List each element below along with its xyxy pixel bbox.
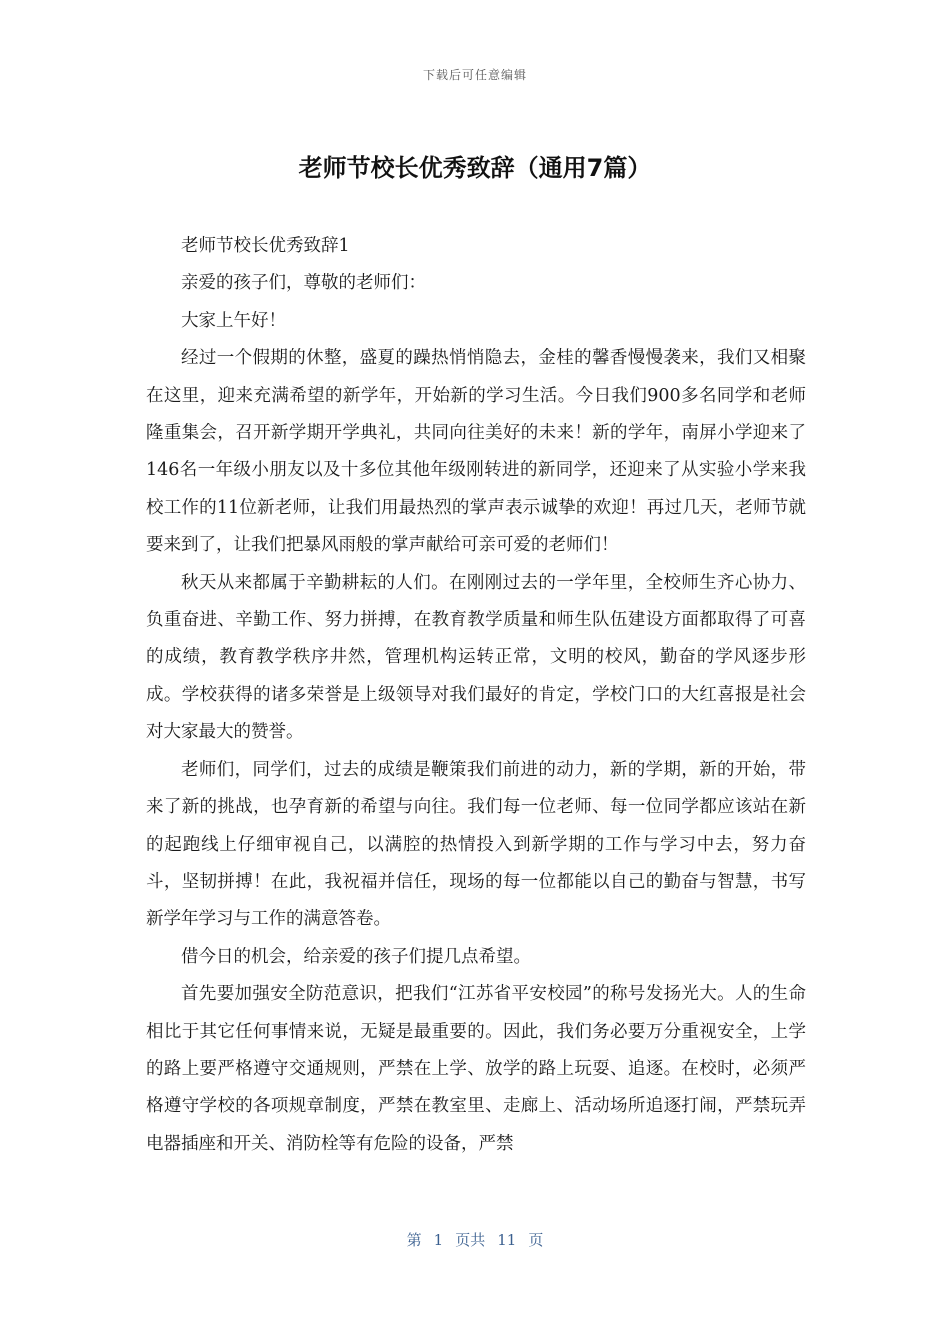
greeting: 大家上午好！ xyxy=(181,310,286,331)
document-body xyxy=(146,228,806,1163)
page-number: 1 xyxy=(433,1231,444,1249)
page-footer xyxy=(0,1229,950,1250)
body-paragraph: 首先要加强安全防范意识，把我们“江苏省平安校园”的称号发扬光大。人的生命相比于其它任何事情来说，无疑是最重要的。因此，我们务必要万分重视安全，上学的路上要严格遵守交通规则，严禁在上学、放学的路上玩耍、追逐。在校时，必须严格遵守学校的各项规章制度，严禁在教室里、走廊上、活动场所追逐打闹，严禁玩弄电器插座和开关、消防栓等有危险的设备，严禁 xyxy=(146,984,806,1154)
body-paragraph: 秋天从来都属于辛勤耕耘的人们。在刚刚过去的一学年里，全校师生齐心协力、负重奋进、辛勤工作、努力拼搏，在教育教学质量和师生队伍建设方面都取得了可喜的成绩，教育教学秩序井然，管理机构运转正常，文明的校风，勤奋的学风逐步形成。学校获得的诸多荣誉是上级领导对我们最好的肯定，学校门口的大红喜报是社会对大家最大的赞誉。 xyxy=(146,572,806,743)
page-label-prefix: 第 xyxy=(406,1231,422,1249)
total-pages: 11 xyxy=(497,1231,517,1249)
body-paragraph: 借今日的机会，给亲爱的孩子们提几点希望。 xyxy=(181,946,531,967)
page-label-mid: 页共 xyxy=(455,1231,486,1249)
body-paragraph: 老师们，同学们，过去的成绩是鞭策我们前进的动力，新的学期，新的开始，带来了新的挑战，也孕育新的希望与向往。我们每一位老师、每一位同学都应该站在新的起跑线上仔细审视自己，以满腔的热情投入到新学期的工作与学习中去，努力奋斗，坚韧拼搏！在此，我祝福并信任，现场的每一位都能以自己的勤奋与智慧，书写新学年学习与工作的满意答卷。 xyxy=(146,759,806,930)
body-paragraph: 经过一个假期的休整，盛夏的躁热悄悄隐去，金桂的馨香慢慢袭来，我们又相聚在这里，迎来充满希望的新学年，开始新的学习生活。今日我们900多名同学和老师隆重集会，召开新学期开学典礼，共同向往美好的未来！新的学年，南屏小学迎来了146名一年级小朋友以及十多位其他年级刚转进的新同学，还迎来了从实验小学来我校工作的11位新老师，让我们用最热烈的掌声表示诚挚的欢迎！再过几天，老师节就要来到了，让我们把暴风雨般的掌声献给可亲可爱的老师们！ xyxy=(146,348,806,556)
salutation: 亲爱的孩子们，尊敬的老师们： xyxy=(181,273,426,294)
document-title: 老师节校长优秀致辞（通用7篇） xyxy=(298,154,652,182)
section-heading: 老师节校长优秀致辞1 xyxy=(181,236,350,256)
page-label-suffix: 页 xyxy=(528,1231,544,1249)
page-header-note: 下载后可任意编辑 xyxy=(422,68,527,82)
